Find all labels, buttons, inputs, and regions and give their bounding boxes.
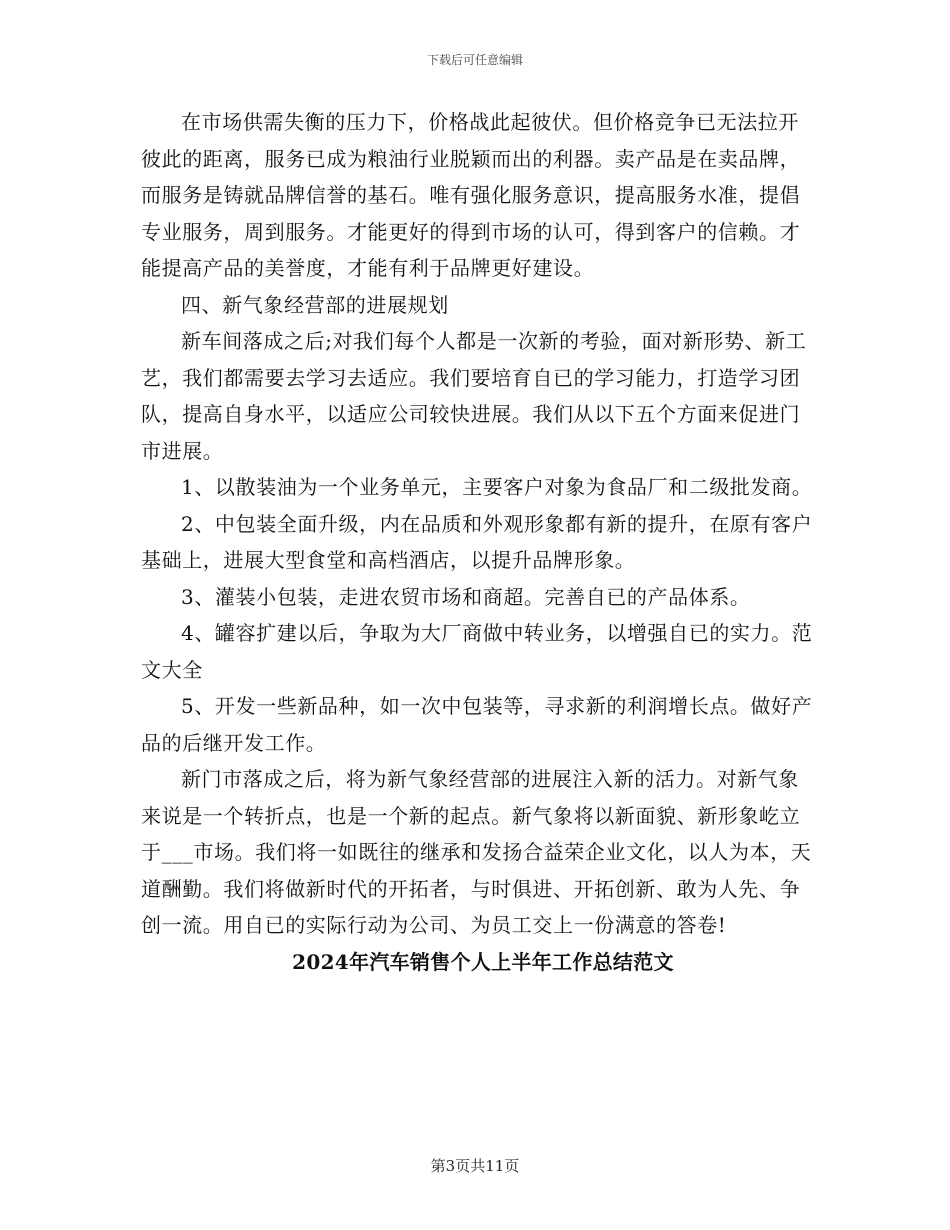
section-heading-plan: 四、新气象经营部的进展规划 <box>181 292 449 317</box>
list-item-2: 2、中包装全面升级，内在品质和外观形象都有新的提升，在原有客户基础上，进展大型食堂和高档酒店，以提升品牌形象。 <box>141 511 813 572</box>
list-item-1: 1、以散装油为一个业务单元，主要客户对象为食品厂和二级批发商。 <box>181 475 813 499</box>
paragraph-conclusion: 新门市落成之后，将为新气象经营部的进展注入新的活力。对新气象来说是一个转折点，也是一个新的起点。新气象将以新面貌、新形象屹立于___市场。我们将一如既往的继承和发扬合益荣企业文化，以人为本，天道酬勤。我们将做新时代的开拓者，与时俱进、开拓创新、敢为人先、争创一流。用自已的实际行动为公司、为员工交上一份满意的答卷! <box>141 767 812 937</box>
list-item-5: 5、开发一些新品种，如一次中包装等，寻求新的利润增长点。做好产品的后继开发工作。 <box>141 694 813 755</box>
document-body <box>141 104 813 980</box>
paragraph-new-workshop: 新车间落成之后;对我们每个人都是一次新的考验，面对新形势、新工艺，我们都需要去学习去适应。我们要培育自已的学习能力，打造学习团队，提高自身水平，以适应公司较快进展。我们从以下五个方面来促进门市进展。 <box>141 329 807 463</box>
list-item-3: 3、灌装小包装，走进农贸市场和商超。完善自已的产品体系。 <box>181 584 751 609</box>
page-footer: 第3页共11页 <box>430 1157 520 1175</box>
page-header: 下载后可任意编辑 <box>426 53 523 67</box>
paragraph-service: 在市场供需失衡的压力下，价格战此起彼伏。但价格竞争已无法拉开彼此的距离，服务已成为粮油行业脱颖而出的利器。卖产品是在卖品牌，而服务是铸就品牌信誉的基石。唯有强化服务意识，提高服务水准，提倡专业服务，周到服务。才能更好的得到市场的认可，得到客户的信赖。才能提高产品的美誉度，才能有利于品牌更好建设。 <box>141 110 801 280</box>
list-item-4: 4、罐容扩建以后，争取为大厂商做中转业务，以增强自已的实力。范文大全 <box>141 621 813 682</box>
next-document-title: 2024年汽车销售个人上半年工作总结范文 <box>292 949 674 974</box>
